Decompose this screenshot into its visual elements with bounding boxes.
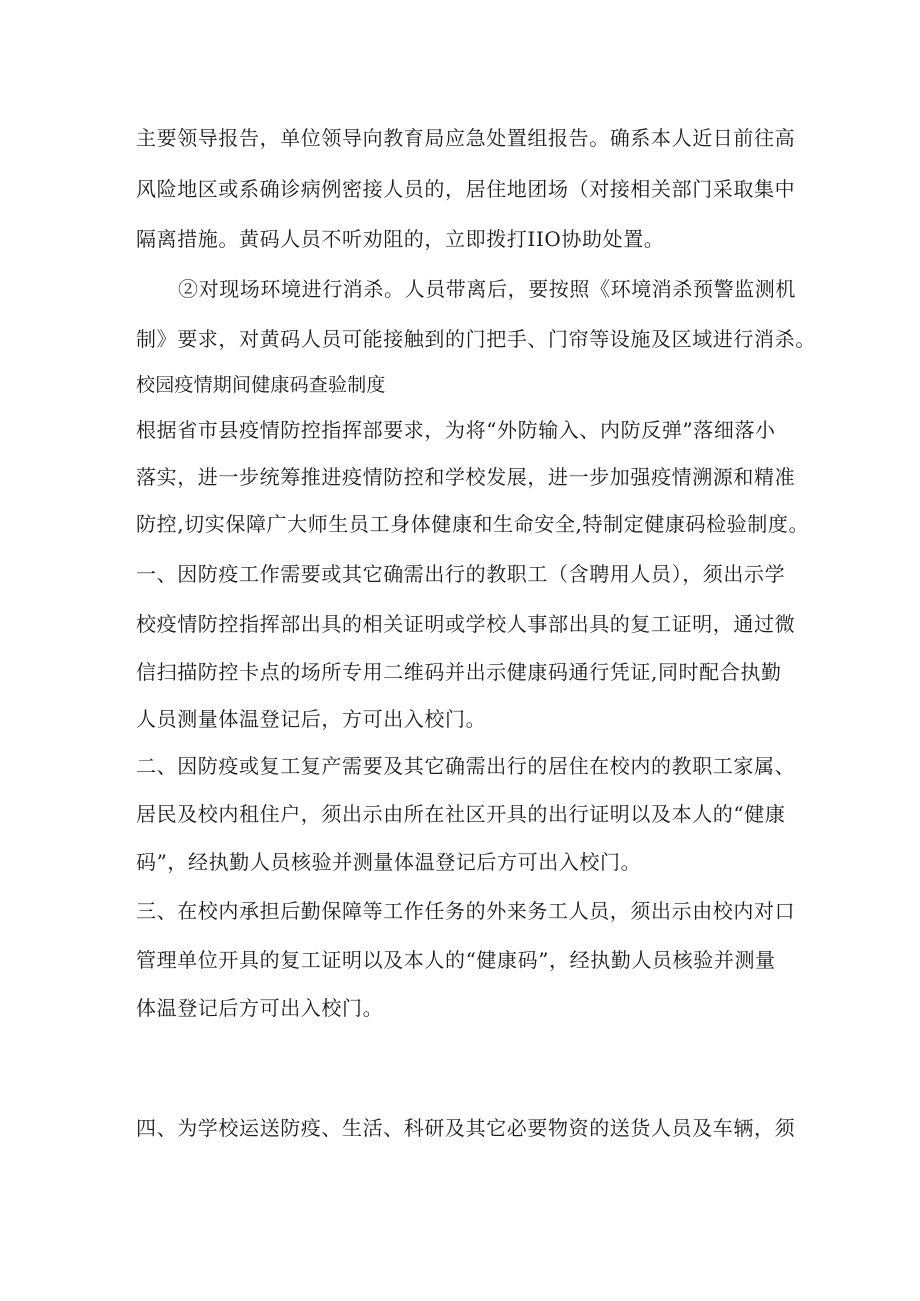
text-line: 隔离措施。黄码人员不听劝阻的，立即拨打IIO协助处置。	[136, 227, 665, 251]
text-line: ②对现场环境进行消杀。人员带离后，要按照《环境消杀预警监测机	[178, 277, 796, 301]
text-line: 体温登记后方可出入校门。	[136, 996, 384, 1020]
text-line: 码”，经执勤人员核验并测量体温登记后方可出入校门。	[136, 850, 642, 874]
text-line: 制》要求，对黄码人员可能接触到的门把手、门帘等设施及区域进行消杀。	[136, 327, 816, 351]
text-line: 居民及校内租住户，须出示由所在社区开具的出行证明以及本人的“健康	[136, 802, 786, 826]
text-line: 信扫描防控卡点的场所专用二维码并出示健康码通行凭证,同时配合执勤	[136, 660, 782, 684]
text-line: 根据省市县疫情防控指挥部要求，为将“外防输入、内防反弹”落细落小	[136, 418, 776, 442]
text-line: 校疫情防控指挥部出具的相关证明或学校人事部出具的复工证明，通过微	[136, 612, 796, 636]
section-title: 校园疫情期间健康码查验制度	[136, 374, 386, 396]
text-line: 风险地区或系确诊病例密接人员的，居住地团场（对接相关部门采取集中	[136, 177, 796, 201]
text-line: 三、在校内承担后勤保障等工作任务的外来务工人员，须出示由校内对口	[136, 899, 796, 923]
text-line: 四、为学校运送防疫、生活、科研及其它必要物资的送货人员及车辆，须	[136, 1116, 796, 1140]
text-line: 管理单位开具的复工证明以及本人的“健康码”，经执勤人员核验并测量	[136, 948, 776, 972]
text-line: 一、因防疫工作需要或其它确需出行的教职工（含聘用人员），须出示学	[136, 562, 786, 586]
text-line: 落实，进一步统筹推进疫情防控和学校发展，进一步加强疫情溯源和精准	[136, 465, 796, 489]
text-line: 防控,切实保障广大师生员工身体健康和生命安全,特制定健康码检验制度。	[136, 512, 810, 536]
text-line: 主要领导报告，单位领导向教育局应急处置组报告。确系本人近日前往高	[136, 126, 796, 150]
text-line: 二、因防疫或复工复产需要及其它确需出行的居住在校内的教职工家属、	[136, 754, 796, 778]
text-line: 人员测量体温登记后，方可出入校门。	[136, 707, 487, 731]
